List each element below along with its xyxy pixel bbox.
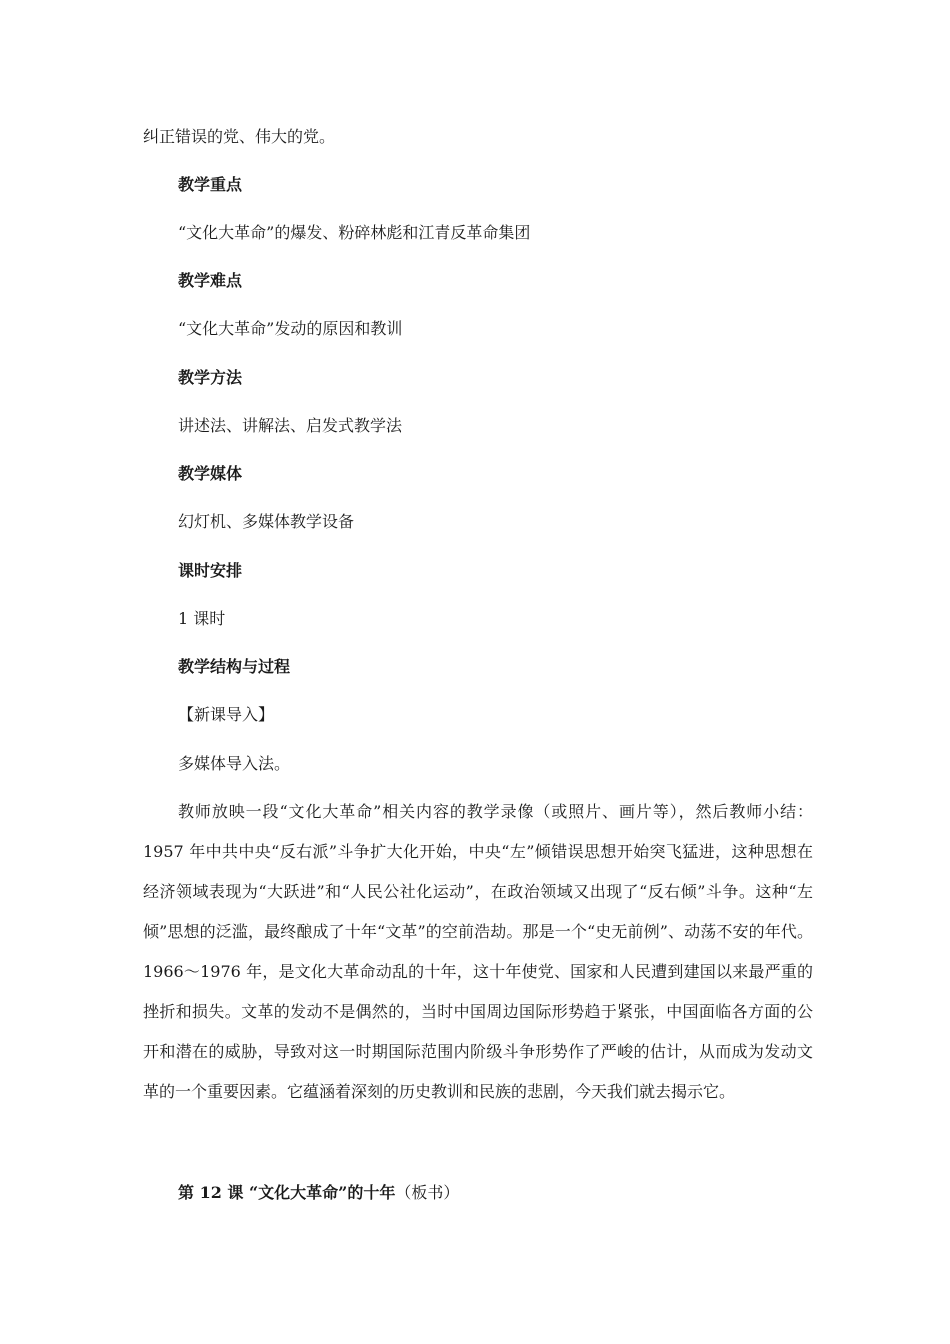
key-point-text: “文化大革命”的爆发、粉碎林彪和江青反革命集团 (178, 223, 531, 242)
key-point-heading: 教学重点 (178, 175, 243, 194)
lesson-title-note: （板书） (395, 1183, 460, 1202)
media-text: 幻灯机、多媒体教学设备 (178, 512, 355, 531)
structure-heading: 教学结构与过程 (178, 657, 291, 676)
intro-tail-text: 纠正错误的党、伟大的党。 (143, 127, 336, 146)
media-heading: 教学媒体 (178, 464, 243, 483)
lesson-title (178, 1182, 459, 1204)
difficulty-heading: 教学难点 (178, 271, 243, 290)
intro-paragraph: 教师放映一段“文化大革命”相关内容的教学录像（或照片、画片等），然后教师小结：1957 年中共中央“反右派”斗争扩大化开始，中央“左”倾错误思想开始突飞猛进，这种思想在经济领域表现为“大跃进”和“人民公社化运动”，在政治领域又出现了“反右倾”斗争。这种“左倾”思想的泛滥，最终酿成了十年“文革”的空前浩劫。那是一个“史无前例”、动荡不安的年代。1966～1976 年，是文化大革命动乱的十年，这十年使党、国家和人民遭到建国以来最严重的挫折和损失。文革的发动不是偶然的，当时中国周边国际形势趋于紧张，中国面临各方面的公开和潜在的威胁，导致对这一时期国际范围内阶级斗争形势作了严峻的估计，从而成为发动文革的一个重要因素。它蕴涵着深刻的历史教训和民族的悲剧，今天我们就去揭示它。 (143, 802, 813, 1101)
new-lesson-heading: 【新课导入】 (178, 705, 275, 724)
schedule-text: 1 课时 (178, 609, 226, 628)
method-heading: 教学方法 (178, 368, 243, 387)
difficulty-text: “文化大革命”发动的原因和教训 (178, 319, 403, 338)
method-text: 讲述法、讲解法、启发式教学法 (178, 416, 403, 435)
schedule-heading: 课时安排 (178, 561, 243, 580)
lesson-title-main: 第 12 课 “文化大革命”的十年 (178, 1183, 396, 1202)
new-lesson-method: 多媒体导入法。 (178, 754, 291, 773)
